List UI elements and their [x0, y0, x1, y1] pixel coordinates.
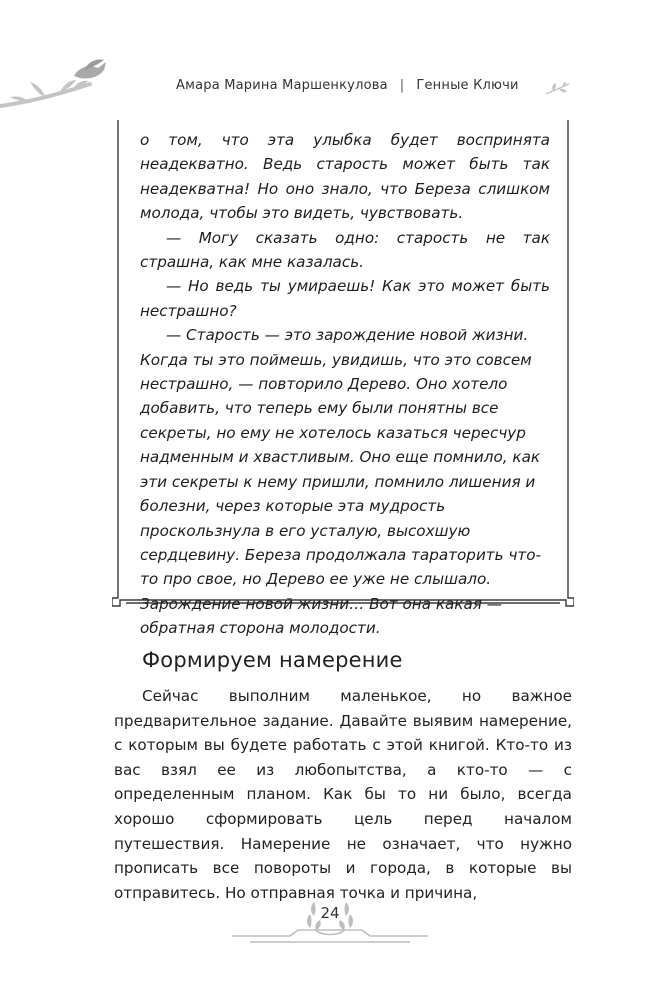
book-title: Генные Ключи	[416, 78, 519, 93]
bird-on-branch-icon	[0, 50, 120, 110]
header-separator: |	[399, 78, 405, 93]
page-number: 24	[320, 904, 340, 922]
body-text	[114, 684, 572, 905]
sprig-ornament-icon	[545, 82, 571, 96]
quote-paragraph: — Но ведь ты умираешь! Как это может быть нестрашно?	[140, 277, 550, 320]
page-footer	[230, 890, 430, 950]
author-name: Амара Марина Маршенкулова	[176, 78, 388, 93]
quote-paragraph: о том, что эта улыбка будет воспринята неадекватно. Ведь старость может быть так неадекватна! Но оно знало, что Береза слишком молода, чтобы это видеть, чувствовать.	[140, 131, 550, 223]
page-header	[0, 50, 659, 110]
quote-text	[140, 128, 550, 641]
section-heading: Формируем намерение	[142, 648, 403, 672]
quote-paragraph: — Могу сказать одно: старость не так страшна, как мне казалась.	[140, 228, 550, 272]
quote-box	[112, 120, 574, 638]
quote-paragraph: — Старость — это зарождение новой жизни. Когда ты это поймешь, увидишь, что это совсем нестрашно, — повторило Дерево. Оно хотело добавить, что теперь ему были понятны все секреты, но ему не хотелось казаться чересчур надменным и хвастливым. Оно еще помнило, как эти секреты к нему пришли, помнило лишения и болезни, через которые эта мудрость проскользнула в его усталую, высохшую сердцевину. Береза продолжала тараторить что-то про свое, но Дерево ее уже не слышало. Зарождение новой жизни… Вот она какая — обратная сторона молодости.	[140, 326, 542, 638]
body-paragraph: Сейчас выполним маленькое, но важное предварительное задание. Давайте выявим намерение, с которым вы будете работать с этой книгой. Кто-то из вас взял ее из любопытства, а кто-то — с определенным планом. Как бы то ни было, всегда хорошо сформировать цель перед началом путешествия. Намерение не означает, что нужно прописать все повороты и города, в которые вы отправитесь. Но отправная точка и причина,	[114, 687, 572, 902]
running-head	[176, 78, 519, 93]
